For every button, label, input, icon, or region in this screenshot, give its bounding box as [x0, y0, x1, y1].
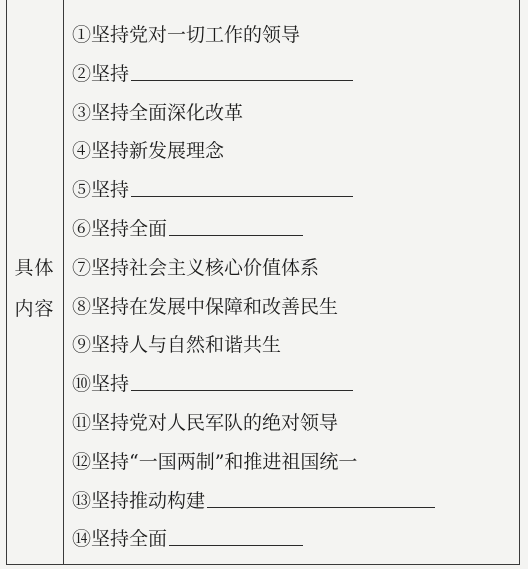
item-text: ⑫坚持“一国两制”和推进祖国统一 [72, 450, 358, 473]
item-text: ⑨坚持人与自然和谐共生 [72, 334, 282, 357]
row-label-line-2: 内容 [14, 298, 55, 320]
fill-in-blank[interactable] [169, 526, 303, 546]
item-text: ④坚持新发展理念 [72, 140, 225, 163]
item-text: ②坚持 [72, 62, 130, 85]
column-divider [63, 0, 64, 565]
fill-in-blank[interactable] [207, 488, 435, 508]
list-item [72, 55, 512, 94]
row-label-line-1: 具体 [14, 257, 55, 279]
fill-in-blank[interactable] [169, 216, 303, 236]
list-item [72, 210, 512, 249]
list-item [72, 443, 512, 482]
item-text: ⑥坚持全面 [72, 217, 168, 240]
row-label [6, 248, 63, 330]
item-text: ⑤坚持 [72, 179, 130, 202]
list-item [72, 171, 512, 210]
list-item [72, 249, 512, 288]
list-item [72, 132, 512, 171]
item-text: ⑦坚持社会主义核心价值体系 [72, 256, 320, 279]
fill-in-blank[interactable] [131, 61, 353, 81]
list-item [72, 520, 512, 559]
item-text: ①坚持党对一切工作的领导 [72, 24, 301, 46]
list-item [72, 94, 512, 133]
list-item [72, 288, 512, 327]
item-text: ⑧坚持在发展中保障和改善民生 [72, 295, 339, 318]
item-list [72, 16, 512, 559]
item-text: ⑬坚持推动构建 [72, 489, 206, 512]
fill-in-blank[interactable] [131, 177, 353, 197]
item-text: ⑭坚持全面 [72, 528, 168, 551]
list-item [72, 404, 512, 443]
item-text: ③坚持全面深化改革 [72, 101, 244, 124]
fill-in-blank[interactable] [131, 371, 353, 391]
list-item [72, 16, 512, 55]
list-item [72, 326, 512, 365]
item-text: ⑩坚持 [72, 373, 130, 396]
list-item [72, 482, 512, 521]
item-text: ⑪坚持党对人民军队的绝对领导 [72, 411, 339, 434]
list-item [72, 365, 512, 404]
